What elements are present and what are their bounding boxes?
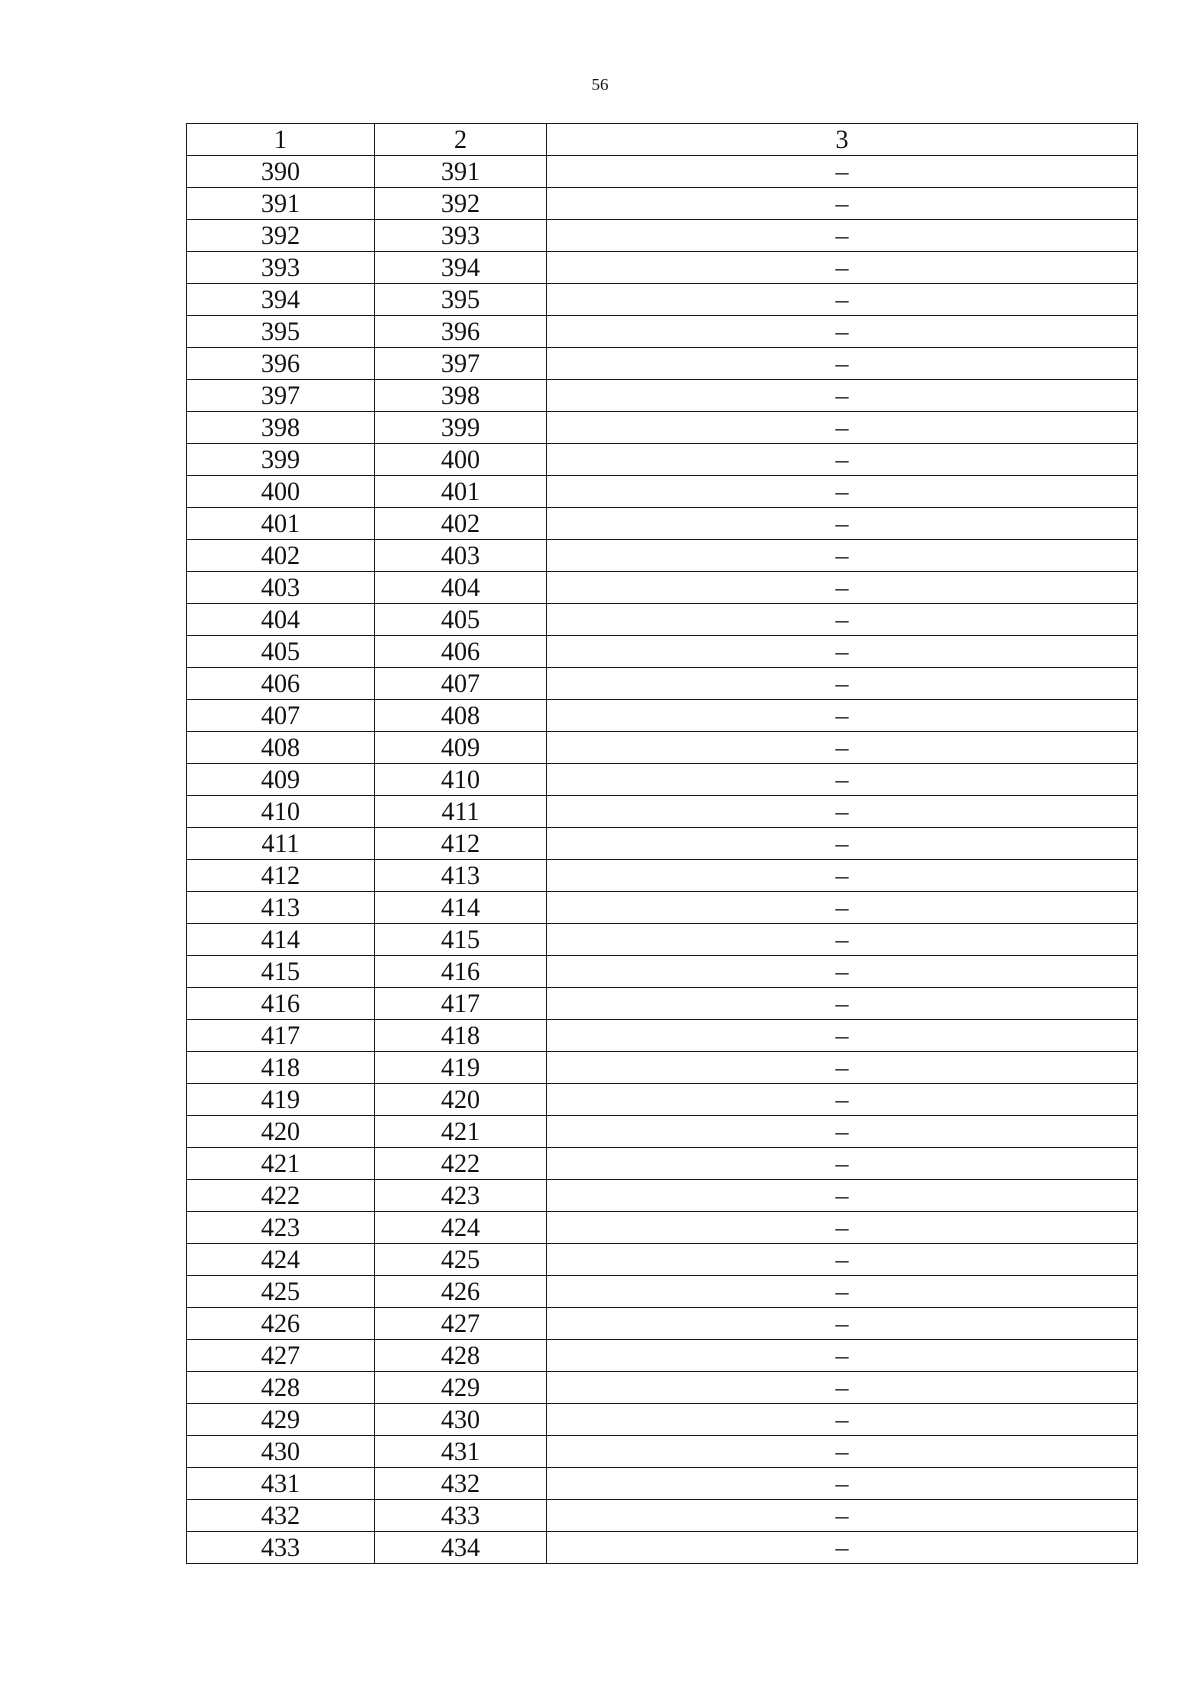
table-cell-col-2: 409 <box>375 732 547 764</box>
table-cell-col-1: 390 <box>187 156 375 188</box>
table-cell-col-3: – <box>547 604 1138 636</box>
table-cell-col-2: 429 <box>375 1372 547 1404</box>
table-cell-col-1: 419 <box>187 1084 375 1116</box>
table-row <box>187 1084 1138 1116</box>
table-cell-col-3: – <box>547 284 1138 316</box>
table-cell-col-3: – <box>547 700 1138 732</box>
table-cell-col-1: 397 <box>187 380 375 412</box>
table-cell-col-2: 395 <box>375 284 547 316</box>
table-cell-col-3: – <box>547 1052 1138 1084</box>
table-cell-col-1: 416 <box>187 988 375 1020</box>
table-cell-col-3: – <box>547 444 1138 476</box>
table-cell-col-1: 409 <box>187 764 375 796</box>
table-row <box>187 1404 1138 1436</box>
table-cell-col-1: 405 <box>187 636 375 668</box>
table-cell-col-2: 394 <box>375 252 547 284</box>
table-cell-col-1: 425 <box>187 1276 375 1308</box>
table-cell-col-3: – <box>547 1148 1138 1180</box>
table-cell-col-3: – <box>547 1500 1138 1532</box>
table-cell-col-1: 399 <box>187 444 375 476</box>
table-cell-col-1: 428 <box>187 1372 375 1404</box>
table-cell-col-1: 396 <box>187 348 375 380</box>
table-cell-col-2: 416 <box>375 956 547 988</box>
table-cell-col-3: – <box>547 508 1138 540</box>
table-row <box>187 988 1138 1020</box>
table-cell-col-1: 422 <box>187 1180 375 1212</box>
table-row <box>187 316 1138 348</box>
table-row <box>187 1212 1138 1244</box>
table-cell-col-2: 415 <box>375 924 547 956</box>
table-cell-col-1: 432 <box>187 1500 375 1532</box>
table-cell-col-3: – <box>547 380 1138 412</box>
table-row <box>187 924 1138 956</box>
table-cell-col-3: – <box>547 1372 1138 1404</box>
table-cell-col-2: 413 <box>375 860 547 892</box>
table-cell-col-3: – <box>547 1116 1138 1148</box>
data-table <box>186 123 1138 1564</box>
table-cell-col-3: – <box>547 828 1138 860</box>
table-cell-col-3: – <box>547 1020 1138 1052</box>
table-cell-col-1: 433 <box>187 1532 375 1564</box>
table-cell-col-2: 419 <box>375 1052 547 1084</box>
table-row <box>187 1244 1138 1276</box>
table-cell-col-2: 418 <box>375 1020 547 1052</box>
table-row <box>187 1020 1138 1052</box>
table-row <box>187 508 1138 540</box>
table-cell-col-3: – <box>547 540 1138 572</box>
table-row <box>187 956 1138 988</box>
table-row <box>187 156 1138 188</box>
table-row <box>187 252 1138 284</box>
table-cell-col-1: 406 <box>187 668 375 700</box>
table-row <box>187 668 1138 700</box>
table-cell-col-2: 392 <box>375 188 547 220</box>
table-cell-col-1: 415 <box>187 956 375 988</box>
table-cell-col-1: 413 <box>187 892 375 924</box>
table-cell-col-3: – <box>547 1180 1138 1212</box>
table-cell-col-3: – <box>547 156 1138 188</box>
table-cell-col-3: – <box>547 476 1138 508</box>
table-cell-col-1: 427 <box>187 1340 375 1372</box>
table-row <box>187 476 1138 508</box>
table-cell-col-1: 408 <box>187 732 375 764</box>
table-cell-col-1: 392 <box>187 220 375 252</box>
table-cell-col-2: 424 <box>375 1212 547 1244</box>
table-cell-col-3: – <box>547 1276 1138 1308</box>
table-cell-col-3: – <box>547 316 1138 348</box>
table-cell-col-1: 393 <box>187 252 375 284</box>
table-row <box>187 188 1138 220</box>
table-cell-col-3: – <box>547 1404 1138 1436</box>
table-cell-col-1: 429 <box>187 1404 375 1436</box>
table-cell-col-3: – <box>547 572 1138 604</box>
table-cell-col-2: 410 <box>375 764 547 796</box>
table-cell-col-2: 421 <box>375 1116 547 1148</box>
table-row <box>187 1148 1138 1180</box>
table-cell-col-2: 427 <box>375 1308 547 1340</box>
table-cell-col-2: 412 <box>375 828 547 860</box>
table-cell-col-3: – <box>547 924 1138 956</box>
table-cell-col-2: 399 <box>375 412 547 444</box>
table-row <box>187 1340 1138 1372</box>
table-row <box>187 1116 1138 1148</box>
table-cell-col-1: 395 <box>187 316 375 348</box>
table-cell-col-2: 403 <box>375 540 547 572</box>
table-cell-col-2: 433 <box>375 1500 547 1532</box>
table-cell-col-1: 431 <box>187 1468 375 1500</box>
table-cell-col-1: 417 <box>187 1020 375 1052</box>
table-cell-col-3: – <box>547 892 1138 924</box>
table-cell-col-3: – <box>547 220 1138 252</box>
table-cell-col-2: 391 <box>375 156 547 188</box>
table-cell-col-3: – <box>547 1084 1138 1116</box>
table-row <box>187 828 1138 860</box>
table-cell-col-1: 407 <box>187 700 375 732</box>
table-row <box>187 348 1138 380</box>
table-cell-col-2: 406 <box>375 636 547 668</box>
table-row <box>187 1276 1138 1308</box>
table-cell-col-2: 411 <box>375 796 547 828</box>
table-cell-col-1: 404 <box>187 604 375 636</box>
table-row <box>187 1180 1138 1212</box>
table-body <box>187 156 1138 1564</box>
table-cell-col-3: – <box>547 1468 1138 1500</box>
table-cell-col-1: 418 <box>187 1052 375 1084</box>
table-cell-col-2: 400 <box>375 444 547 476</box>
table-cell-col-2: 396 <box>375 316 547 348</box>
table-row <box>187 220 1138 252</box>
table-cell-col-3: – <box>547 348 1138 380</box>
table-header <box>187 124 1138 156</box>
table-cell-col-3: – <box>547 988 1138 1020</box>
table-cell-col-3: – <box>547 252 1138 284</box>
table-cell-col-1: 412 <box>187 860 375 892</box>
table-cell-col-1: 423 <box>187 1212 375 1244</box>
table-cell-col-2: 430 <box>375 1404 547 1436</box>
table-cell-col-3: – <box>547 732 1138 764</box>
table-row <box>187 412 1138 444</box>
table-row <box>187 732 1138 764</box>
table-cell-col-1: 414 <box>187 924 375 956</box>
table-cell-col-3: – <box>547 636 1138 668</box>
table-cell-col-1: 410 <box>187 796 375 828</box>
header-row <box>187 124 1138 156</box>
table-cell-col-1: 426 <box>187 1308 375 1340</box>
table-cell-col-2: 401 <box>375 476 547 508</box>
table-row <box>187 636 1138 668</box>
table-row <box>187 1372 1138 1404</box>
table-cell-col-2: 407 <box>375 668 547 700</box>
table-cell-col-3: – <box>547 860 1138 892</box>
table-row <box>187 892 1138 924</box>
table-row <box>187 1500 1138 1532</box>
table-cell-col-2: 414 <box>375 892 547 924</box>
table-cell-col-1: 398 <box>187 412 375 444</box>
table-cell-col-3: – <box>547 1340 1138 1372</box>
table-row <box>187 764 1138 796</box>
table-cell-col-3: – <box>547 668 1138 700</box>
table-row <box>187 572 1138 604</box>
table-cell-col-1: 403 <box>187 572 375 604</box>
table-row <box>187 860 1138 892</box>
table-row <box>187 604 1138 636</box>
table-cell-col-1: 400 <box>187 476 375 508</box>
table-cell-col-2: 404 <box>375 572 547 604</box>
table-cell-col-1: 430 <box>187 1436 375 1468</box>
column-header-3: 3 <box>547 124 1138 156</box>
table-cell-col-3: – <box>547 188 1138 220</box>
table-row <box>187 1436 1138 1468</box>
table-cell-col-3: – <box>547 1212 1138 1244</box>
column-header-2: 2 <box>375 124 547 156</box>
table-cell-col-3: – <box>547 1244 1138 1276</box>
table-cell-col-2: 398 <box>375 380 547 412</box>
table-cell-col-2: 423 <box>375 1180 547 1212</box>
table-cell-col-3: – <box>547 956 1138 988</box>
column-header-1: 1 <box>187 124 375 156</box>
table-row <box>187 284 1138 316</box>
table-row <box>187 380 1138 412</box>
table-cell-col-3: – <box>547 764 1138 796</box>
table-row <box>187 1052 1138 1084</box>
table-cell-col-3: – <box>547 1308 1138 1340</box>
table-cell-col-2: 417 <box>375 988 547 1020</box>
table-cell-col-2: 426 <box>375 1276 547 1308</box>
table-cell-col-1: 402 <box>187 540 375 572</box>
table-row <box>187 796 1138 828</box>
table-cell-col-3: – <box>547 796 1138 828</box>
table-cell-col-3: – <box>547 412 1138 444</box>
table-cell-col-1: 411 <box>187 828 375 860</box>
table-cell-col-2: 402 <box>375 508 547 540</box>
table-row <box>187 1532 1138 1564</box>
table-cell-col-1: 394 <box>187 284 375 316</box>
table-cell-col-1: 391 <box>187 188 375 220</box>
table-row <box>187 1308 1138 1340</box>
table-cell-col-3: – <box>547 1436 1138 1468</box>
table-row <box>187 1468 1138 1500</box>
table-row <box>187 444 1138 476</box>
table-cell-col-1: 420 <box>187 1116 375 1148</box>
table-cell-col-1: 424 <box>187 1244 375 1276</box>
table-cell-col-2: 405 <box>375 604 547 636</box>
table-cell-col-2: 408 <box>375 700 547 732</box>
table-row <box>187 700 1138 732</box>
page-number: 56 <box>591 75 609 94</box>
table-cell-col-2: 393 <box>375 220 547 252</box>
table-cell-col-2: 425 <box>375 1244 547 1276</box>
table-cell-col-2: 397 <box>375 348 547 380</box>
table-cell-col-1: 421 <box>187 1148 375 1180</box>
table-row <box>187 540 1138 572</box>
table-cell-col-3: – <box>547 1532 1138 1564</box>
table-cell-col-2: 420 <box>375 1084 547 1116</box>
table-cell-col-2: 422 <box>375 1148 547 1180</box>
table-cell-col-1: 401 <box>187 508 375 540</box>
table-cell-col-2: 428 <box>375 1340 547 1372</box>
table-cell-col-2: 431 <box>375 1436 547 1468</box>
table-cell-col-2: 434 <box>375 1532 547 1564</box>
table-cell-col-2: 432 <box>375 1468 547 1500</box>
